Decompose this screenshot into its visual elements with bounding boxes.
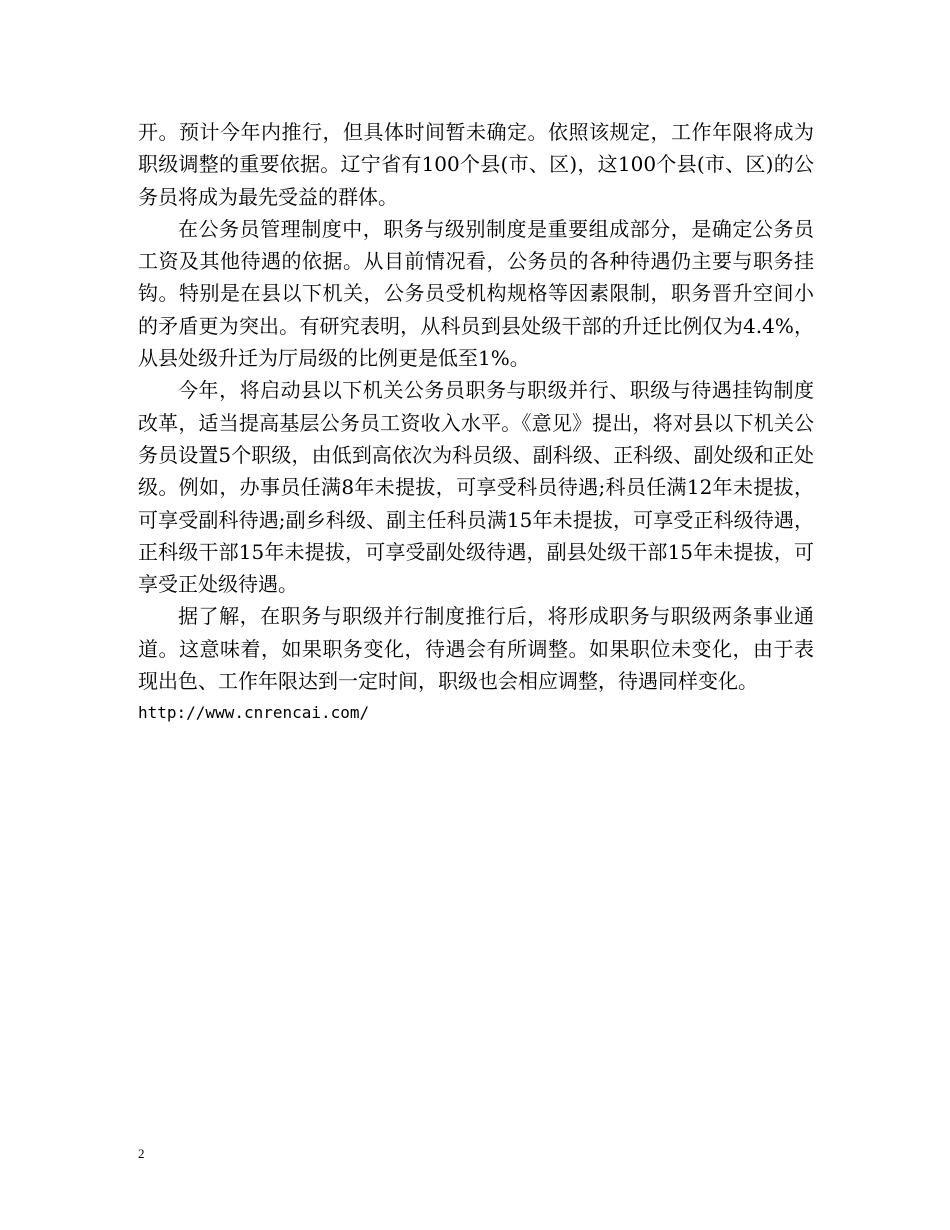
- paragraph-4: 据了解，在职务与职级并行制度推行后，将形成职务与职级两条事业通道。这意味着，如果职务变化，待遇会有所调整。如果职位未变化，由于表现出色、工作年限达到一定时间，职级也会相应调整，待遇同样变化。: [138, 604, 814, 694]
- page-number: 2: [138, 1146, 145, 1161]
- paragraph-3: 今年，将启动县以下机关公务员职务与职级并行、职级与待遇挂钩制度改革，适当提高基层公务员工资收入水平。《意见》提出，将对县以下机关公务员设置5个职级，由低到高依次为科员级、副科级、正科级、副处级和正处级。例如，办事员任满8年未提拔，可享受科员待遇;科员任满12年未提拔，可享受副科待遇;副乡科级、副主任科员满15年未提拔，可享受正科级待遇，正科级干部15年未提拔，可享受副处级待遇，副县处级干部15年未提拔，可享受正处级待遇。: [138, 378, 814, 597]
- body-text: [138, 116, 814, 730]
- source-url: http://www.cnrencai.com/: [138, 703, 370, 723]
- paragraph-2: 在公务员管理制度中，职务与级别制度是重要组成部分，是确定公务员工资及其他待遇的依据。从目前情况看，公务员的各种待遇仍主要与职务挂钩。特别是在县以下机关，公务员受机构规格等因素限制，职务晋升空间小的矛盾更为突出。有研究表明，从科员到县处级干部的升迁比例仅为4.4%，从县处级升迁为厅局级的比例更是低至1%。: [138, 216, 814, 371]
- paragraph-1: 开。预计今年内推行，但具体时间暂未确定。依照该规定，工作年限将成为职级调整的重要依据。辽宁省有100个县(市、区)，这100个县(市、区)的公务员将成为最先受益的群体。: [138, 120, 814, 209]
